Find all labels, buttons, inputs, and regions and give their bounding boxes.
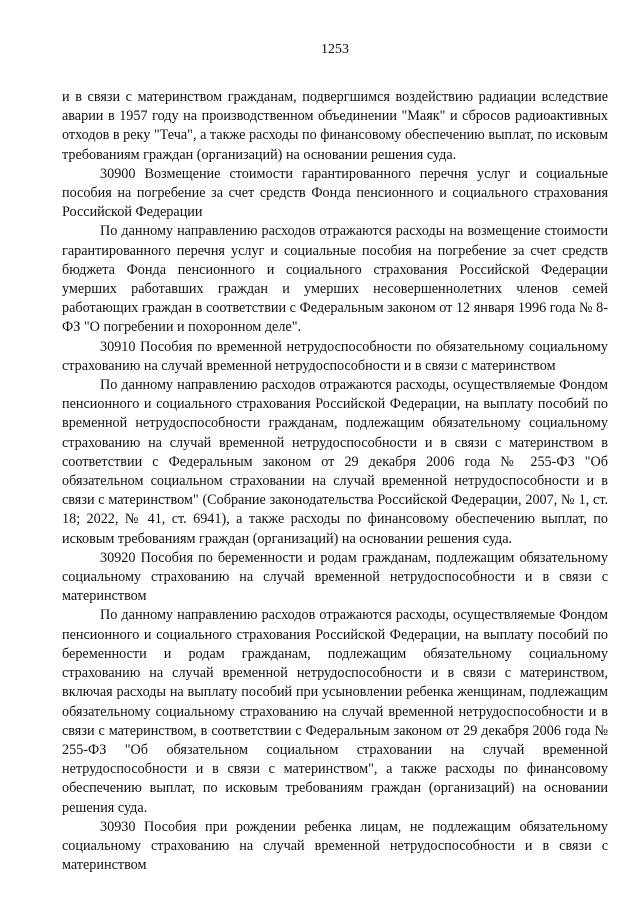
paragraph-continuation: и в связи с материнством гражданам, подвергшимся воздействию радиации вследствие аварии в 1957 году на производственном объединении "Маяк" и сбросов радиоактивных отходов в реку "Теча", а также расходы по финансовому обеспечению выплат, по исковым требованиям граждан (организаций) на основании решения суда. [62, 89, 608, 163]
section-heading-30920: 30920 Пособия по беременности и родам гражданам, подлежащим обязательному социальному страхованию на случай временной нетрудоспособности и в связи с материнством [62, 549, 608, 605]
paragraph-30920-description: По данному направлению расходов отражаются расходы, осуществляемые Фондом пенсионного и социального страхования Российской Федерации, на выплату пособий по беременности и родам гражданам, подлежащим обязательному социальному страхованию на случай временной нетрудоспособности и в связи с материнством, включая расходы на выплату пособий при усыновлении ребенка женщинам, подлежащим обязательному социальному страхованию на случай временной нетрудоспособности и в связи с материнством, в соответствии с Федеральным законом от 29 декабря 2006 года № 255-ФЗ "Об обязательном социальном страховании на случай временной нетрудоспособности и в связи с материнством", а также расходы по финансовому обеспечению выплат, по исковым требованиям граждан (организаций) на основании решения суда. [62, 607, 608, 816]
document-body [62, 88, 608, 875]
paragraph-30900-description: По данному направлению расходов отражаются расходы на возмещение стоимости гарантированного перечня услуг и социальные пособия на погребение за счет средств бюджета Фонда пенсионного и социального страхования Российской Федерации умерших работавших граждан и умерших несовершеннолетних членов семей работающих граждан в соответствии с Федеральным законом от 12 января 1996 года № 8-ФЗ "О погребении и похоронном деле". [62, 223, 608, 336]
section-heading-30910: 30910 Пособия по временной нетрудоспособности по обязательному социальному страхованию на случай временной нетрудоспособности и в связи с материнством [62, 338, 608, 374]
section-heading-30930: 30930 Пособия при рождении ребенка лицам, не подлежащим обязательному социальному страхованию на случай временной нетрудоспособности и в связи с материнством [62, 818, 608, 874]
page-number: 1253 [321, 42, 349, 57]
paragraph-30910-description: По данному направлению расходов отражаются расходы, осуществляемые Фондом пенсионного и социального страхования Российской Федерации, на выплату пособий по временной нетрудоспособности гражданам, подлежащим обязательному социальному страхованию на случай временной нетрудоспособности и в связи с материнством в соответствии с Федеральным законом от 29 декабря 2006 года № 255-ФЗ "Об обязательном социальном страховании на случай временной нетрудоспособности и в связи с материнством" (Собрание законодательства Российской Федерации, 2007, № 1, ст. 18; 2022, № 41, ст. 6941), а также расходы по финансовому обеспечению выплат, по исковым требованиям граждан (организаций) на основании решения суда. [62, 377, 608, 547]
section-heading-30900: 30900 Возмещение стоимости гарантированного перечня услуг и социальные пособия на погребение за счет средств Фонда пенсионного и социального страхования Российской Федерации [62, 165, 608, 221]
